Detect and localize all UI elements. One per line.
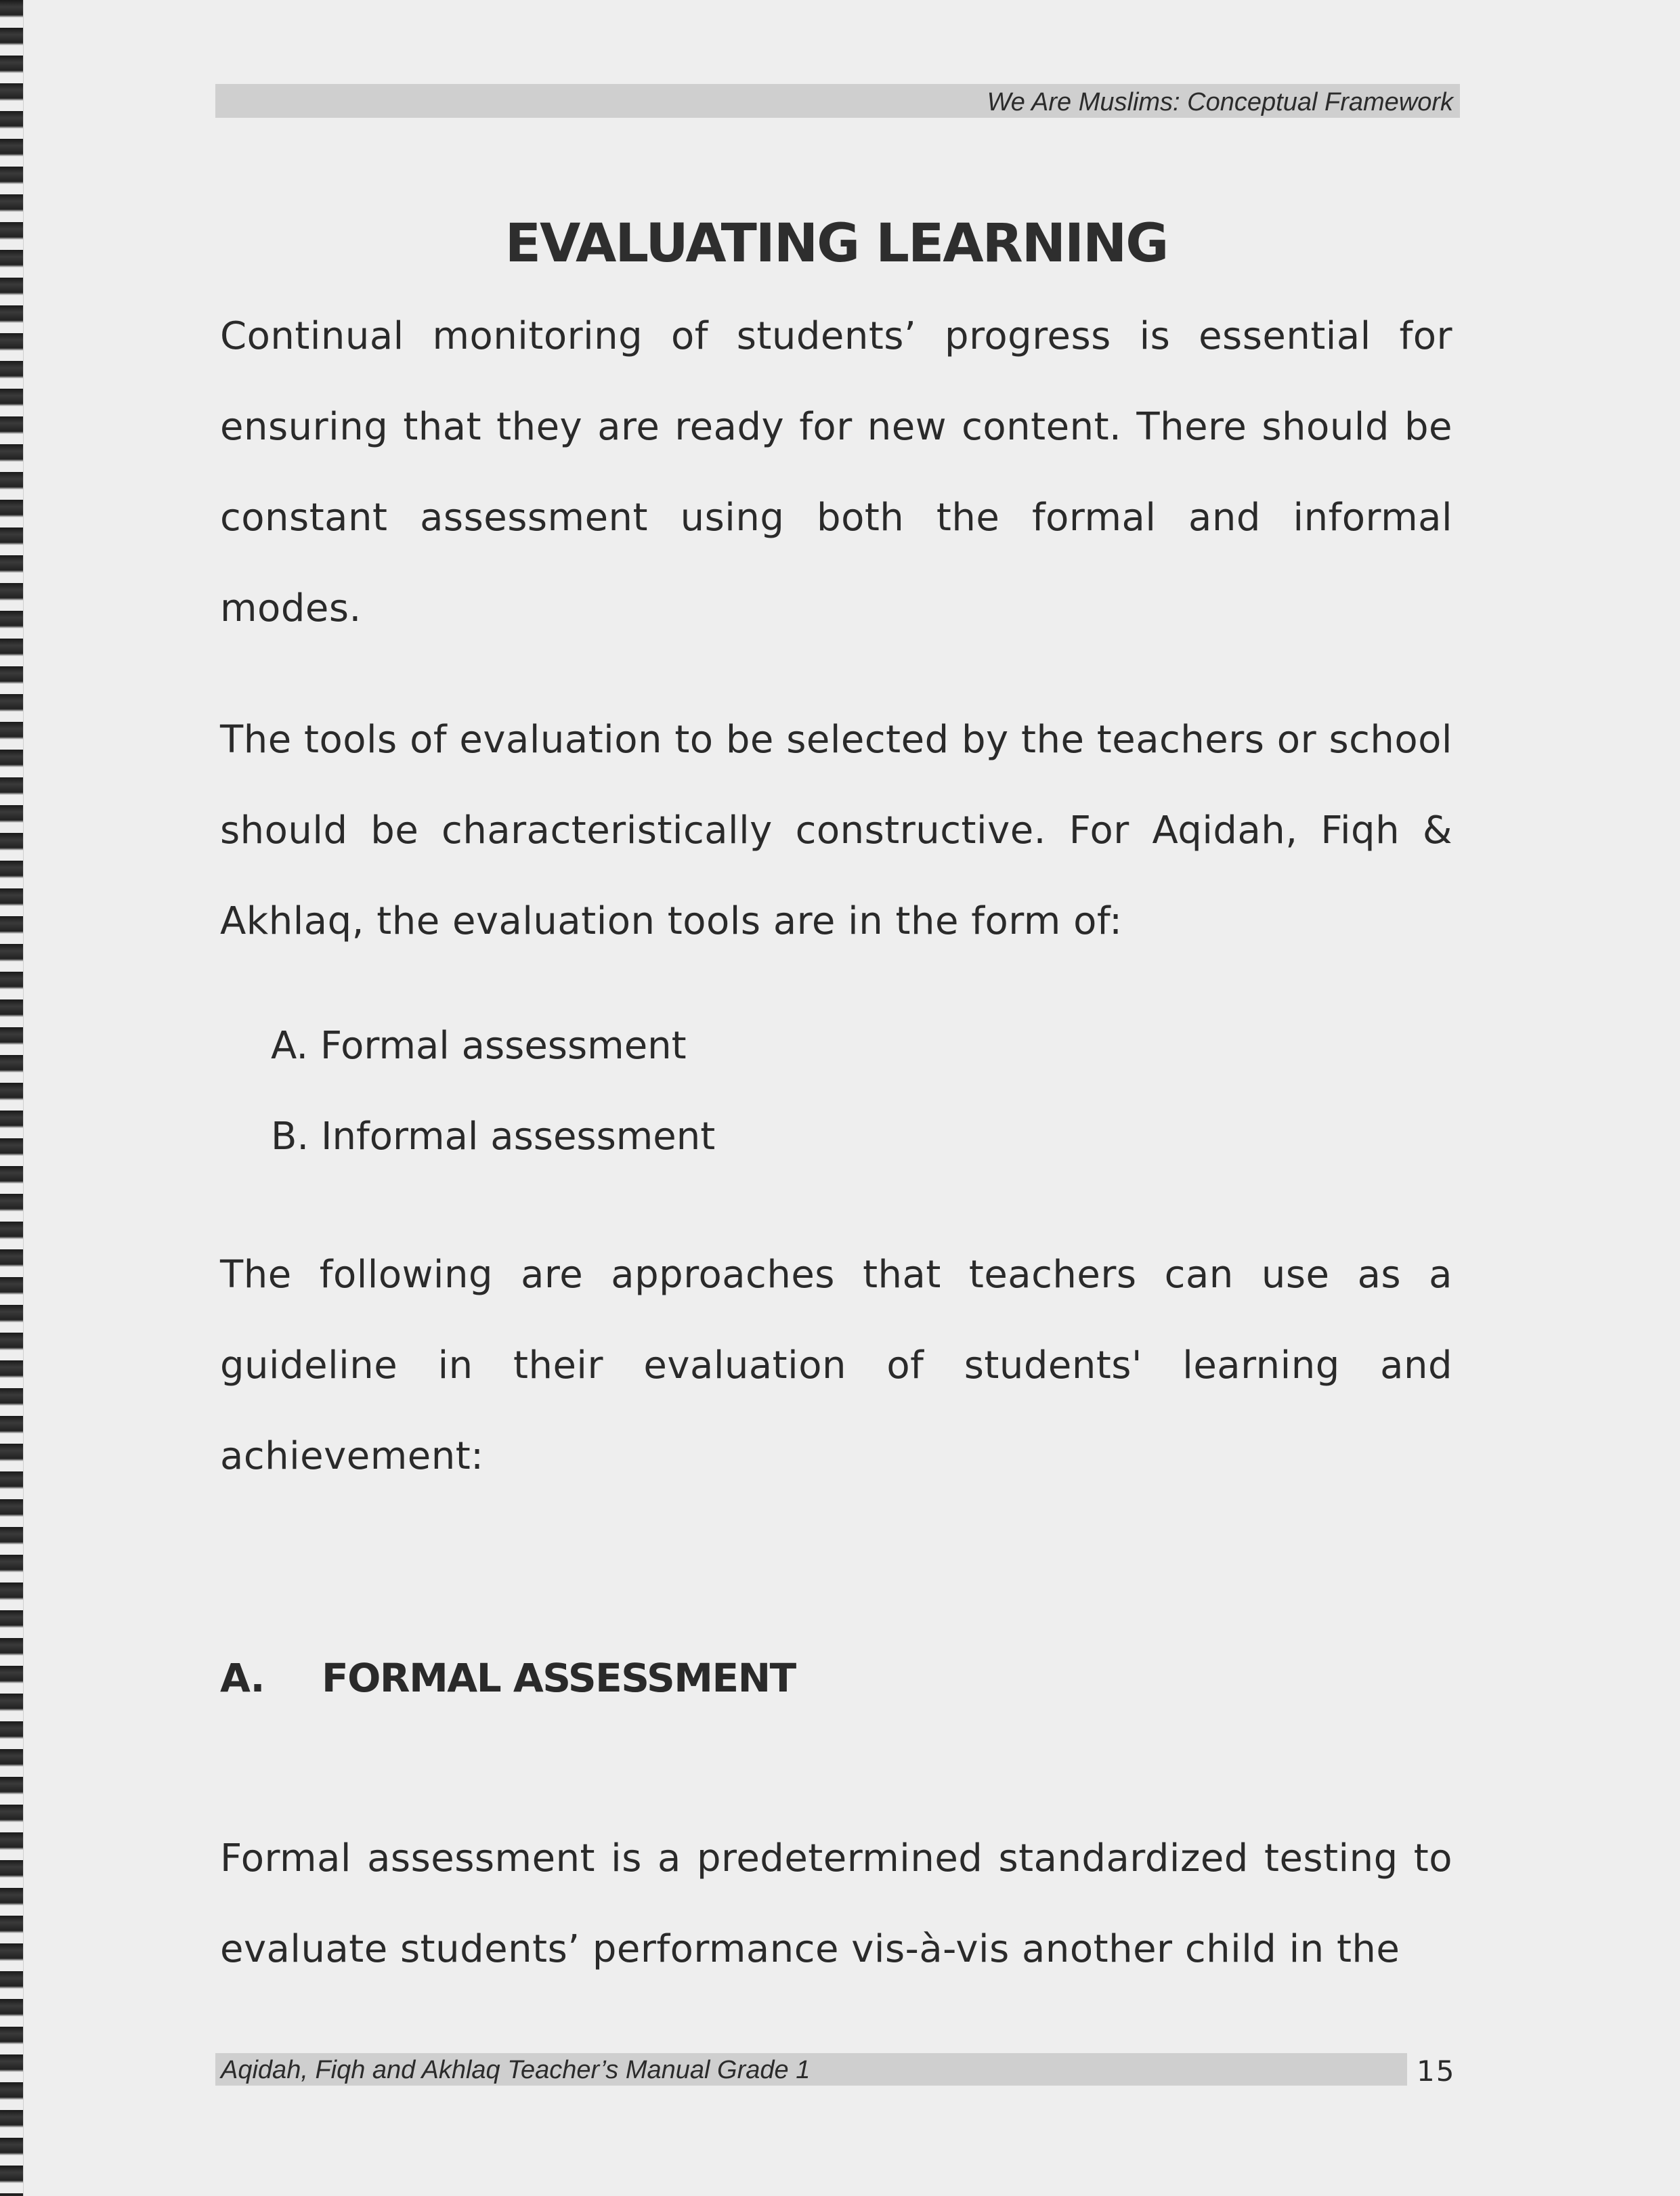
section-heading <box>220 1637 1452 1719</box>
list-item: A. Formal assessment <box>271 1024 687 1068</box>
list-item: B. Informal assessment <box>271 1115 716 1159</box>
paragraph-monitoring: Continual monitoring of students’ progress is essential for ensuring that they are ready for new content. There should be constant assessment using both the formal and informal modes. <box>220 314 1452 630</box>
section-title: FORMAL ASSESSMENT <box>322 1655 796 1701</box>
footer-book-title: Aqidah, Fiqh and Akhlaq Teacher’s Manual Grade 1 <box>221 2056 811 2084</box>
paragraph-formal-assessment: Formal assessment is a predetermined standardized testing to evaluate students’ performance vis-à-vis another child in the <box>220 1836 1452 1971</box>
section-letter: A. <box>220 1655 264 1701</box>
running-footer-bar <box>215 2053 1407 2086</box>
paragraph-evaluation-tools: The tools of evaluation to be selected by the teachers or school should be characteristically constructive. For Aqidah, Fiqh & Akhlaq, the evaluation tools are in the form of: <box>220 718 1452 943</box>
spiral-binding <box>0 0 24 2196</box>
page-number: 15 <box>1417 2054 1456 2088</box>
page-body <box>220 203 1452 1995</box>
running-header-bar <box>215 84 1460 118</box>
running-header-title: We Are Muslims: Conceptual Framework <box>987 88 1453 116</box>
assessment-list <box>220 1001 1452 1182</box>
paragraph-approaches: The following are approaches that teachers can use as a guideline in their evaluation of students' learning and achievement: <box>220 1253 1452 1478</box>
page-title: EVALUATING LEARNING <box>504 213 1168 274</box>
